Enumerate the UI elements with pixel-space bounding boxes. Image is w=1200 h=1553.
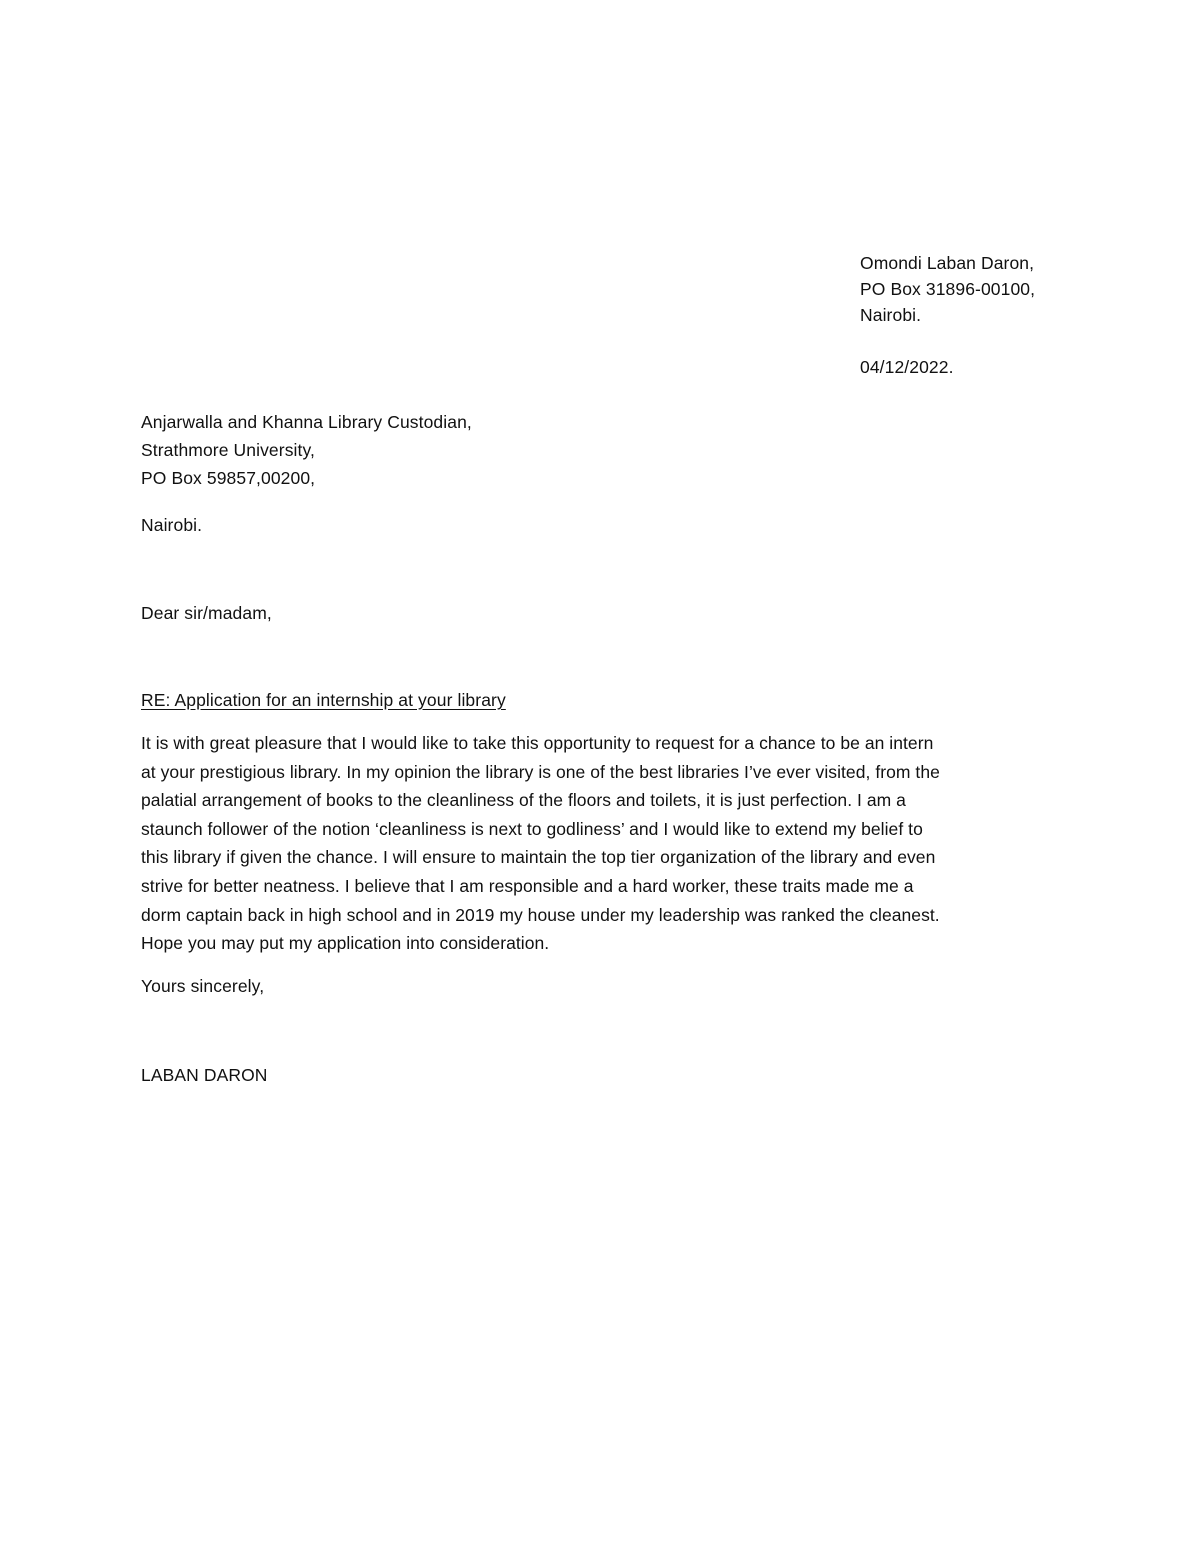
sender-city: Nairobi. (860, 305, 922, 325)
body-line: staunch follower of the notion ‘cleanliness is next to godliness’ and I would like to extend my belief to (141, 818, 923, 839)
recipient-title: Anjarwalla and Khanna Library Custodian, (141, 412, 472, 432)
sender-name: Omondi Laban Daron, (860, 253, 1035, 273)
body-line: at your prestigious library. In my opinion the library is one of the best libraries I’ve ever visited, from the (141, 761, 940, 782)
body-line: Hope you may put my application into consideration. (141, 933, 550, 954)
sender-po-box: PO Box 31896-00100, (860, 279, 1036, 299)
signature-name: LABAN DARON (141, 1065, 268, 1085)
body-line: palatial arrangement of books to the cleanliness of the floors and toilets, it is just perfection. I am a (141, 790, 906, 811)
body-line: this library if given the chance. I will ensure to maintain the top tier organization of the library and even (141, 847, 936, 868)
letter-body (141, 729, 1061, 958)
body-line: dorm captain back in high school and in 2019 my house under my leadership was ranked the cleanest. (141, 904, 940, 925)
subject-line: RE: Application for an internship at your library (141, 690, 506, 710)
closing: Yours sincerely, (141, 976, 265, 996)
letter-date: 04/12/2022. (860, 357, 954, 377)
recipient-city: Nairobi. (141, 515, 203, 535)
recipient-po-box: PO Box 59857,00200, (141, 468, 316, 488)
body-line: It is with great pleasure that I would like to take this opportunity to request for a chance to be an intern (141, 733, 934, 753)
body-line: strive for better neatness. I believe that I am responsible and a hard worker, these traits made me a (141, 875, 914, 896)
salutation: Dear sir/madam, (141, 603, 272, 623)
recipient-organization: Strathmore University, (141, 440, 316, 460)
